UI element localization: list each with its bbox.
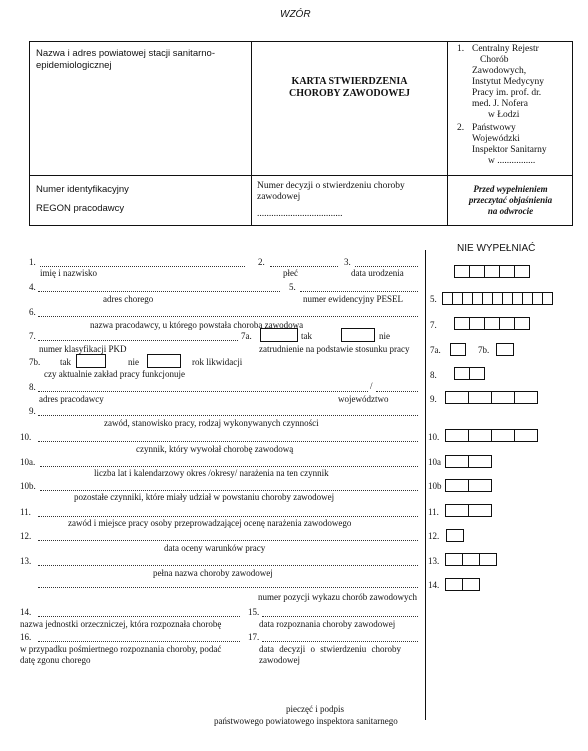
side-label-12: 12. [428,531,440,541]
field-16-label-1: w przypadku pośmiertnego rozpoznania choroby, podać [20,644,222,654]
field-7a-no-box[interactable] [341,328,375,342]
field-7b-no-box[interactable] [147,354,181,368]
decision-label-1: Numer decyzji o stwierdzeniu choroby [257,181,405,191]
field-8-number: 8. [29,382,36,392]
side-box-7a [450,343,466,356]
note-line-3: na odwrocie [487,206,534,216]
field-10b-label: pozostałe czynniki, które miały udział w powstaniu choroby zawodowej [74,492,335,502]
field-5-label: numer ewidencyjny PESEL [303,294,403,304]
field-10a-number: 10a. [20,457,36,467]
field-12-number: 12. [20,531,32,541]
field-5-number: 5. [289,282,296,292]
signature-label-1: pieczęć i podpis [286,704,344,714]
field-7b-year-label: rok likwidacji [192,357,243,367]
field-13-number: 13. [20,556,32,566]
field-12-input[interactable] [38,540,418,541]
field-15-label: data rozpoznania choroby zawodowej [259,619,396,629]
recipient-1-line: Instytut Medycyny [472,77,545,87]
side-label-9: 9. [430,394,437,404]
field-3-label: data urodzenia [351,268,404,278]
side-box-9 [446,391,538,404]
field-2-input[interactable] [270,266,338,267]
field-7a-label: zatrudnienie na podstawie stosunku pracy [259,344,410,354]
side-title: NIE WYPEŁNIAĆ [457,243,536,254]
field-6-label: nazwa pracodawcy, u którego powstała choroba zawodowa [90,320,304,330]
field-7a-number: 7a. [241,331,252,341]
field-4-number: 4. [29,282,36,292]
field-8-label: adres pracodawcy [39,394,104,404]
side-box-11 [446,504,492,517]
field-1-label: imię i nazwisko [40,268,97,278]
field-10-number: 10. [20,432,32,442]
recipient-2-line: w ................ [488,156,536,166]
field-17-input[interactable] [262,641,418,642]
side-label-7b: 7b. [478,345,490,355]
field-3-input[interactable] [355,266,418,267]
document-title: WZÓR [280,9,311,20]
field-2-number: 2. [258,257,265,267]
recipient-2-line: Państwowy [472,123,516,133]
side-box-10 [446,429,538,442]
field-1-number: 1. [29,257,36,267]
recipients-list [457,44,547,167]
side-label-11: 11. [428,507,439,517]
field-7b-yes-box[interactable] [76,354,106,368]
field-13-position-label: numer pozycji wykazu chorób zawodowych [258,592,417,602]
field-16-label-2: datę zgonu chorego [20,655,91,665]
side-label-10a: 10a [428,457,441,467]
field-7b-question: czy aktualnie zakład pracy funkcjonuje [44,369,185,379]
field-2-label: płeć [283,268,298,278]
recipient-1-line: w Łodzi [488,110,520,120]
field-7a-yes-box[interactable] [260,328,298,342]
signature-label-2: państwowego powiatowego inspektora sanitarnego [214,716,398,726]
field-7b-no-label: nie [128,357,139,367]
field-17-label-2: zawodowej [259,655,300,665]
field-9-input[interactable] [38,415,418,416]
field-13-label: pełna nazwa choroby zawodowej [153,568,273,578]
field-10-input[interactable] [38,441,418,442]
card-title-1: KARTA STWIERDZENIA [291,76,408,87]
side-column-divider [425,250,426,720]
recipient-1-num: 1. [457,44,465,54]
field-13-input[interactable] [38,565,418,566]
field-13-position-input[interactable] [38,587,418,588]
side-label-13: 13. [428,556,440,566]
recipient-1-line: Pracy im. prof. dr. [472,88,542,98]
field-14-label: nazwa jednostki orzeczniczej, która rozpoznała chorobę [20,619,222,629]
field-7a-yes-label: tak [301,331,312,341]
field-8-region-label: województwo [338,394,389,404]
field-7a-no-label: nie [379,331,390,341]
field-11-input[interactable] [38,516,418,517]
field-6-number: 6. [29,307,36,317]
field-9-number: 9. [29,406,36,416]
field-10-label: czynnik, który wywołał chorobę zawodową [136,444,294,454]
recipient-1-line: Centralny Rejestr [472,44,539,54]
side-box-1 [455,265,530,278]
field-4-input[interactable] [38,291,280,292]
note-line-2: przeczytać objaśnienia [468,195,553,205]
decision-label-2: zawodowej [257,192,301,202]
field-5-input[interactable] [300,291,418,292]
side-box-5 [443,292,553,305]
regon-label: REGON pracodawcy [36,203,125,214]
field-6-input[interactable] [38,316,418,317]
field-7-label: numer klasyfikacji PKD [39,344,127,354]
card-title-2: CHOROBY ZAWODOWEJ [288,88,411,99]
side-label-8: 8. [430,370,437,380]
side-box-7 [455,317,530,330]
field-10b-input[interactable] [40,490,418,491]
field-8-input[interactable] [38,391,368,392]
field-11-number: 11. [20,507,31,517]
field-12-label: data oceny warunków pracy [164,543,266,553]
recipient-1-line: Zawodowych, [472,66,527,76]
field-7b-yes-label: tak [60,357,71,367]
side-label-10b: 10b [428,481,442,491]
side-box-13 [446,553,497,566]
recipient-1-line: med. J. Nofera [472,99,528,109]
field-8-slash: / [370,381,373,391]
recipient-2-num: 2. [457,123,465,133]
side-label-14: 14. [428,580,440,590]
side-box-10a [446,455,492,468]
id-label: Numer identyfikacyjny [36,184,129,195]
recipient-1-line: Chorób [480,55,509,65]
field-17-number: 17. [248,632,260,642]
side-box-10b [446,479,492,492]
field-16-input[interactable] [38,641,240,642]
side-box-14 [446,578,480,591]
field-11-label: zawód i miejsce pracy osoby przeprowadzającej ocenę narażenia zawodowego [68,518,352,528]
side-label-7: 7. [430,320,437,330]
field-10a-label: liczba lat i kalendarzowy okres /okresy/ narażenia na ten czynnik [94,468,329,478]
field-16-number: 16. [20,632,32,642]
side-box-12 [446,529,464,542]
field-14-number: 14. [20,607,32,617]
field-7-input[interactable] [38,340,238,341]
side-label-5: 5. [430,294,437,304]
side-box-7b [496,343,514,356]
station-label: Nazwa i adres powiatowej stacji sanitarno-epidemiologicznej [36,48,215,71]
recipient-2-line: Inspektor Sanitarny [472,145,547,155]
decision-dots: .................................... [257,209,343,219]
field-10b-number: 10b. [20,481,36,491]
field-14-input[interactable] [38,616,240,617]
field-1-input[interactable] [40,266,245,267]
side-label-10: 10. [428,432,440,442]
side-label-7a: 7a. [430,345,441,355]
field-17-label-1: data decyzji o stwierdzeniu choroby [259,644,401,654]
field-10a-input[interactable] [40,466,418,467]
recipient-2-line: Wojewódzki [472,134,520,144]
note-line-1: Przed wypełnieniem [473,184,548,194]
field-9-label: zawód, stanowisko pracy, rodzaj wykonywanych czynności [104,418,319,428]
field-3-number: 3. [344,257,351,267]
field-8-region-input[interactable] [376,391,418,392]
side-box-8 [455,367,485,380]
field-15-number: 15. [248,607,260,617]
field-7-number: 7. [29,331,36,341]
field-15-input[interactable] [262,616,418,617]
field-4-label: adres chorego [103,294,154,304]
field-7b-number: 7b. [29,357,41,367]
